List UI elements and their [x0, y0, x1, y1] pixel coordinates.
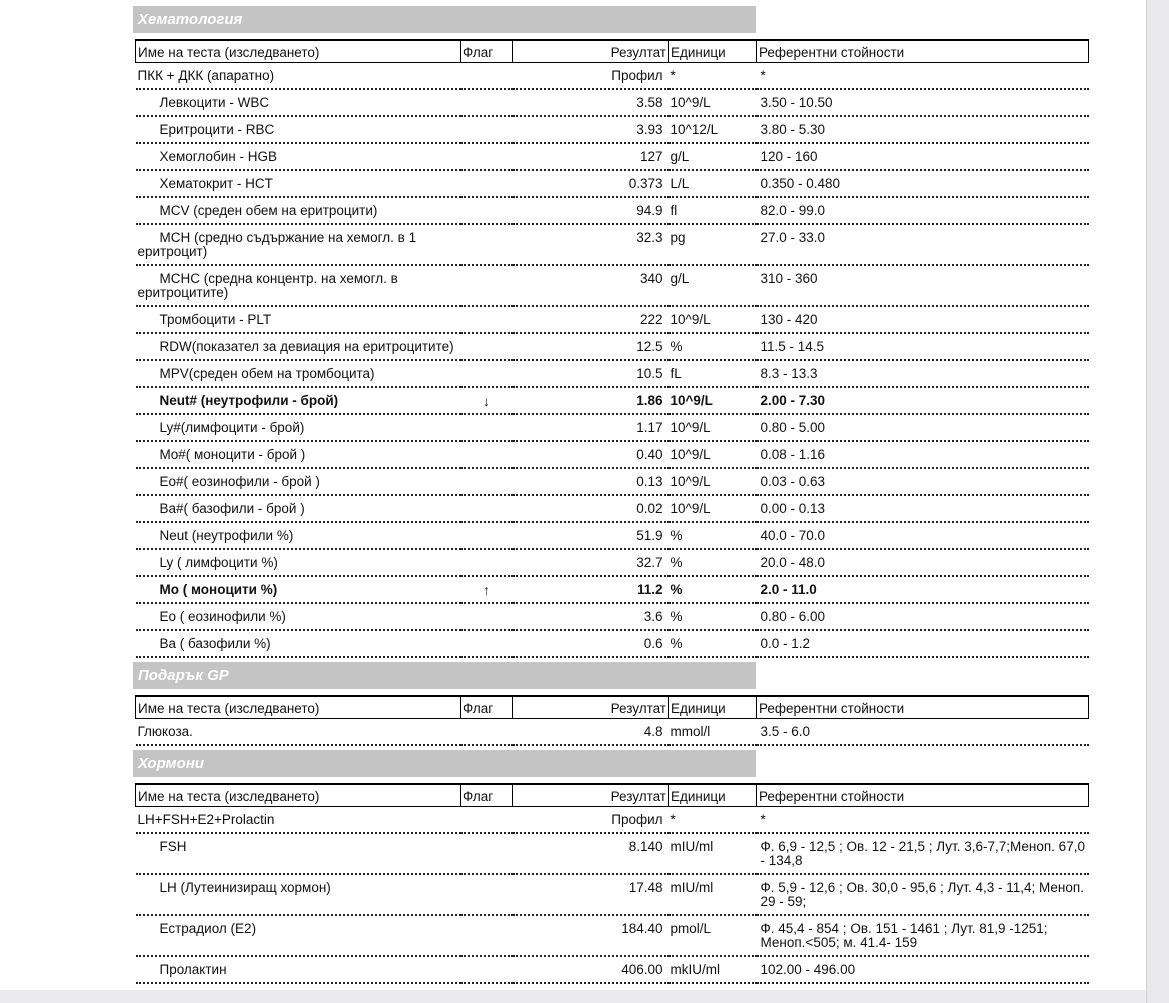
units: 10^9/L — [669, 495, 757, 522]
flag-cell — [461, 549, 513, 576]
table-row — [136, 360, 1089, 387]
flag-high-arrow-icon: ↑ — [461, 576, 513, 603]
test-name-cell — [136, 333, 461, 360]
flag-cell — [461, 807, 513, 834]
reference-range: 3.5 - 6.0 — [757, 719, 1089, 746]
result-value: 0.40 — [513, 441, 669, 468]
table-row — [136, 630, 1089, 657]
column-header-name: Име на теста (изследването) — [136, 784, 461, 807]
reference-range: 0.80 - 5.00 — [757, 414, 1089, 441]
column-header-result: Резултат — [513, 40, 669, 63]
test-name: Ly ( лимфоцити %) — [159, 555, 278, 570]
units: * — [669, 63, 757, 90]
flag-cell — [461, 197, 513, 224]
reference-range: 82.0 - 99.0 — [757, 197, 1089, 224]
column-header-result: Резултат — [513, 696, 669, 719]
test-name-cell — [136, 576, 461, 603]
test-name: MCH (средно съдържание на хемогл. в 1 еритроцит) — [137, 230, 417, 259]
units: 10^9/L — [669, 387, 757, 414]
result-value: 32.7 — [513, 549, 669, 576]
test-name: MCV (среден обем на еритроцити) — [159, 203, 378, 218]
units: 10^9/L — [669, 414, 757, 441]
test-name-cell — [136, 915, 461, 956]
table-row — [136, 333, 1089, 360]
units: 10^9/L — [669, 468, 757, 495]
table-row — [136, 197, 1089, 224]
result-value: 3.6 — [513, 603, 669, 630]
test-name-cell — [136, 197, 461, 224]
flag-cell — [461, 170, 513, 197]
table-row — [136, 387, 1089, 414]
units: g/L — [669, 265, 757, 306]
result-value: 222 — [513, 306, 669, 333]
test-name: Тромбоцити - PLT — [159, 312, 272, 327]
column-header-ref: Референтни стойности — [757, 696, 1089, 719]
table-row — [136, 522, 1089, 549]
table-row — [136, 915, 1089, 956]
table-row — [136, 224, 1089, 265]
test-name: Хематокрит - HCT — [159, 176, 273, 191]
result-value: Профил — [513, 807, 669, 834]
units: mIU/ml — [669, 874, 757, 915]
flag-cell — [461, 63, 513, 90]
test-name-cell — [136, 874, 461, 915]
result-value: Профил — [513, 63, 669, 90]
flag-cell — [461, 603, 513, 630]
reference-range: 0.350 - 0.480 — [757, 170, 1089, 197]
table-header-row — [136, 40, 1089, 63]
flag-cell — [461, 333, 513, 360]
units: % — [669, 630, 757, 657]
test-name: Eo#( еозинофили - брой ) — [159, 474, 320, 489]
section-title: Хормони — [133, 750, 756, 777]
reference-range: 40.0 - 70.0 — [757, 522, 1089, 549]
table-row — [136, 143, 1089, 170]
test-name: Eo ( еозинофили %) — [159, 609, 286, 624]
result-value: 1.86 — [513, 387, 669, 414]
flag-cell — [461, 414, 513, 441]
flag-cell — [461, 833, 513, 874]
table-row — [136, 807, 1089, 834]
table-row — [136, 874, 1089, 915]
units: mkIU/ml — [669, 956, 757, 983]
test-name-cell — [136, 116, 461, 143]
test-name: Ba ( базофили %) — [159, 636, 271, 651]
test-name-cell — [136, 468, 461, 495]
reference-range: 0.80 - 6.00 — [757, 603, 1089, 630]
section-0 — [133, 6, 1091, 658]
column-header-units: Единици — [669, 784, 757, 807]
test-name-cell — [136, 807, 461, 834]
reference-range: 310 - 360 — [757, 265, 1089, 306]
test-name: Естрадиол (E2) — [159, 921, 257, 936]
test-name: Ly#(лимфоцити - брой) — [159, 420, 305, 435]
reference-range: Ф. 45,4 - 854 ; Ов. 151 - 1461 ; Лут. 81,9 -1251; Меноп.<505; м. 41.4- 159 — [757, 915, 1089, 956]
test-name: LH+FSH+E2+Prolactin — [137, 812, 275, 827]
units: mIU/ml — [669, 833, 757, 874]
table-row — [136, 414, 1089, 441]
flag-cell — [461, 116, 513, 143]
column-header-name: Име на теста (изследването) — [136, 696, 461, 719]
units: 10^9/L — [669, 441, 757, 468]
flag-cell — [461, 956, 513, 983]
result-value: 184.40 — [513, 915, 669, 956]
test-name-cell — [136, 89, 461, 116]
table-header-row — [136, 696, 1089, 719]
units: % — [669, 576, 757, 603]
table-row — [136, 956, 1089, 983]
result-value: 1.17 — [513, 414, 669, 441]
reference-range: 130 - 420 — [757, 306, 1089, 333]
table-row — [136, 549, 1089, 576]
test-name-cell — [136, 224, 461, 265]
flag-cell — [461, 915, 513, 956]
reference-range: 8.3 - 13.3 — [757, 360, 1089, 387]
reference-range: 2.0 - 11.0 — [757, 576, 1089, 603]
section-title: Хематология — [133, 6, 756, 33]
test-name-cell — [136, 630, 461, 657]
table-header-row — [136, 784, 1089, 807]
units: 10^9/L — [669, 306, 757, 333]
flag-cell — [461, 441, 513, 468]
reference-range: 0.03 - 0.63 — [757, 468, 1089, 495]
test-name-cell — [136, 603, 461, 630]
units: % — [669, 603, 757, 630]
units: g/L — [669, 143, 757, 170]
test-name: MCHC (средна концентр. на хемогл. в еритроцитите) — [137, 271, 398, 300]
test-name-cell — [136, 549, 461, 576]
reference-range: Ф. 5,9 - 12,6 ; Ов. 30,0 - 95,6 ; Лут. 4,3 - 11,4; Меноп. 29 - 59; — [757, 874, 1089, 915]
test-name: Еритроцити - RBC — [159, 122, 275, 137]
reference-range: 120 - 160 — [757, 143, 1089, 170]
result-value: 8.140 — [513, 833, 669, 874]
test-name-cell — [136, 387, 461, 414]
flag-low-arrow-icon: ↓ — [461, 387, 513, 414]
flag-cell — [461, 495, 513, 522]
flag-cell — [461, 306, 513, 333]
table-row — [136, 306, 1089, 333]
page-edge-right — [1146, 0, 1169, 1003]
column-header-result: Резултат — [513, 784, 669, 807]
test-name: Глюкоза. — [137, 724, 193, 739]
reference-range: 0.08 - 1.16 — [757, 441, 1089, 468]
reference-range: 3.80 - 5.30 — [757, 116, 1089, 143]
results-table — [135, 783, 1089, 984]
table-row — [136, 441, 1089, 468]
result-value: 0.02 — [513, 495, 669, 522]
test-name: LH (Лутеинизиращ хормон) — [159, 880, 331, 895]
reference-range: 20.0 - 48.0 — [757, 549, 1089, 576]
result-value: 10.5 — [513, 360, 669, 387]
table-row — [136, 89, 1089, 116]
units: * — [669, 807, 757, 834]
reference-range: 102.00 - 496.00 — [757, 956, 1089, 983]
results-table — [135, 39, 1089, 658]
column-header-units: Единици — [669, 696, 757, 719]
reference-range: 27.0 - 33.0 — [757, 224, 1089, 265]
units: pmol/L — [669, 915, 757, 956]
results-table — [135, 695, 1089, 746]
table-row — [136, 265, 1089, 306]
result-value: 0.6 — [513, 630, 669, 657]
test-name: Mo#( моноцити - брой ) — [159, 447, 306, 462]
test-name: Neut# (неутрофили - брой) — [159, 393, 339, 408]
flag-cell — [461, 630, 513, 657]
result-value: 340 — [513, 265, 669, 306]
test-name-cell — [136, 170, 461, 197]
test-name-cell — [136, 360, 461, 387]
table-row — [136, 576, 1089, 603]
test-name: Mo ( моноцити %) — [159, 582, 278, 597]
result-value: 94.9 — [513, 197, 669, 224]
section-2 — [133, 750, 1091, 984]
test-name: ПКК + ДКК (апаратно) — [137, 68, 275, 83]
reference-range: 0.00 - 0.13 — [757, 495, 1089, 522]
reference-range: 0.0 - 1.2 — [757, 630, 1089, 657]
column-header-flag: Флаг — [461, 784, 513, 807]
units: 10^9/L — [669, 89, 757, 116]
units: fl — [669, 197, 757, 224]
column-header-ref: Референтни стойности — [757, 784, 1089, 807]
test-name: Neut (неутрофили %) — [159, 528, 294, 543]
reference-range: * — [757, 807, 1089, 834]
column-header-flag: Флаг — [461, 696, 513, 719]
test-name: FSH — [159, 839, 187, 854]
units: 10^12/L — [669, 116, 757, 143]
result-value: 0.373 — [513, 170, 669, 197]
table-row — [136, 170, 1089, 197]
flag-cell — [461, 143, 513, 170]
flag-cell — [461, 360, 513, 387]
test-name-cell — [136, 495, 461, 522]
test-name-cell — [136, 143, 461, 170]
test-name-cell — [136, 719, 461, 746]
page-edge-bottom — [0, 990, 1146, 1003]
test-name-cell — [136, 414, 461, 441]
test-name: Ba#( базофили - брой ) — [159, 501, 305, 516]
test-name: Левкоцити - WBC — [159, 95, 270, 110]
test-name-cell — [136, 441, 461, 468]
result-value: 3.93 — [513, 116, 669, 143]
result-value: 127 — [513, 143, 669, 170]
flag-cell — [461, 522, 513, 549]
test-name-cell — [136, 63, 461, 90]
column-header-units: Единици — [669, 40, 757, 63]
reference-range: 3.50 - 10.50 — [757, 89, 1089, 116]
flag-cell — [461, 468, 513, 495]
units: % — [669, 333, 757, 360]
flag-cell — [461, 224, 513, 265]
flag-cell — [461, 265, 513, 306]
reference-range: 11.5 - 14.5 — [757, 333, 1089, 360]
flag-cell — [461, 89, 513, 116]
result-value: 51.9 — [513, 522, 669, 549]
reference-range: 2.00 - 7.30 — [757, 387, 1089, 414]
column-header-ref: Референтни стойности — [757, 40, 1089, 63]
result-value: 4.8 — [513, 719, 669, 746]
test-name-cell — [136, 265, 461, 306]
section-title: Подарък GP — [133, 662, 756, 689]
units: % — [669, 522, 757, 549]
table-row — [136, 468, 1089, 495]
lab-results-document — [133, 6, 1091, 988]
result-value: 32.3 — [513, 224, 669, 265]
table-row — [136, 833, 1089, 874]
test-name: MPV(среден обем на тромбоцита) — [159, 366, 375, 381]
units: mmol/l — [669, 719, 757, 746]
test-name-cell — [136, 522, 461, 549]
reference-range: * — [757, 63, 1089, 90]
result-value: 11.2 — [513, 576, 669, 603]
reference-range: Ф. 6,9 - 12,5 ; Ов. 12 - 21,5 ; Лут. 3,6-7,7;Меноп. 67,0 - 134,8 — [757, 833, 1089, 874]
test-name: RDW(показател за девиация на еритроцитите) — [159, 339, 454, 354]
column-header-name: Име на теста (изследването) — [136, 40, 461, 63]
test-name-cell — [136, 833, 461, 874]
section-1 — [133, 662, 1091, 746]
test-name: Хемоглобин - HGB — [159, 149, 277, 164]
result-value: 0.13 — [513, 468, 669, 495]
result-value: 3.58 — [513, 89, 669, 116]
result-value: 12.5 — [513, 333, 669, 360]
table-row — [136, 495, 1089, 522]
column-header-flag: Флаг — [461, 40, 513, 63]
test-name: Пролактин — [159, 962, 227, 977]
table-row — [136, 63, 1089, 90]
test-name-cell — [136, 956, 461, 983]
result-value: 17.48 — [513, 874, 669, 915]
table-row — [136, 719, 1089, 746]
table-row — [136, 603, 1089, 630]
flag-cell — [461, 874, 513, 915]
units: pg — [669, 224, 757, 265]
units: fL — [669, 360, 757, 387]
table-row — [136, 116, 1089, 143]
flag-cell — [461, 719, 513, 746]
units: % — [669, 549, 757, 576]
units: L/L — [669, 170, 757, 197]
test-name-cell — [136, 306, 461, 333]
result-value: 406.00 — [513, 956, 669, 983]
